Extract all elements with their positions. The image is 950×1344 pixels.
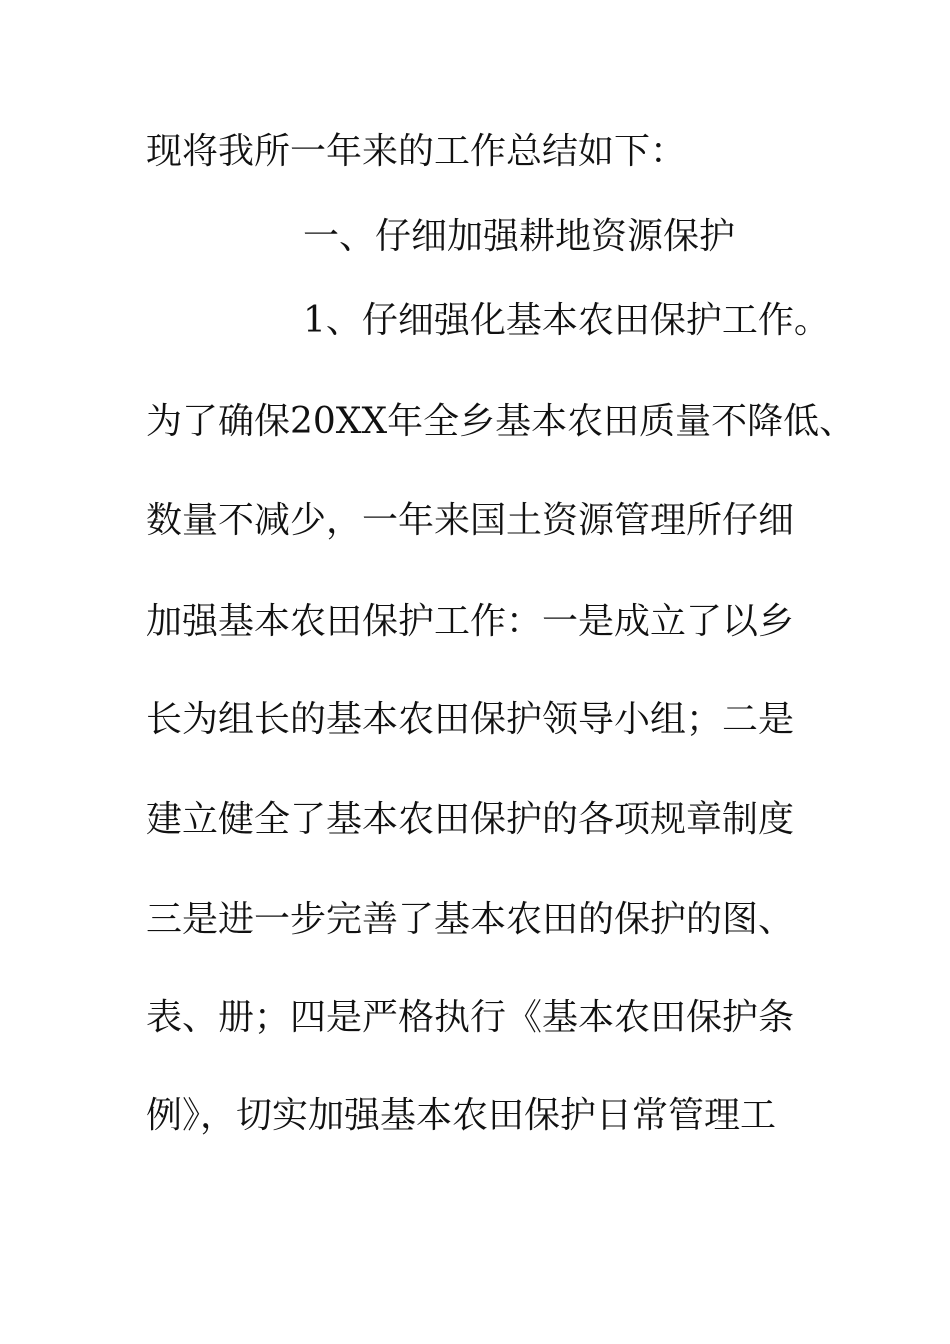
body-line: 长为组长的基本农田保护领导小组；二是 — [146, 699, 795, 740]
body-line: 表、册；四是严格执行《基本农田保护条 — [146, 997, 795, 1038]
intro-line: 现将我所一年来的工作总结如下： — [146, 131, 687, 172]
body-line: 数量不减少，一年来国土资源管理所仔细 — [146, 500, 795, 541]
body-line: 建立健全了基本农田保护的各项规章制度 — [146, 799, 795, 840]
body-line: 为了确保20XX年全乡基本农田质量不降低、 — [146, 401, 856, 442]
section-heading: 一、仔细加强耕地资源保护 — [303, 216, 736, 257]
body-line: 三是进一步完善了基本农田的保护的图、 — [146, 899, 795, 940]
subsection-heading: 1、仔细强化基本农田保护工作。 — [303, 300, 830, 341]
body-line: 加强基本农田保护工作：一是成立了以乡 — [146, 601, 795, 642]
body-line: 例》，切实加强基本农田保护日常管理工 — [146, 1095, 777, 1136]
